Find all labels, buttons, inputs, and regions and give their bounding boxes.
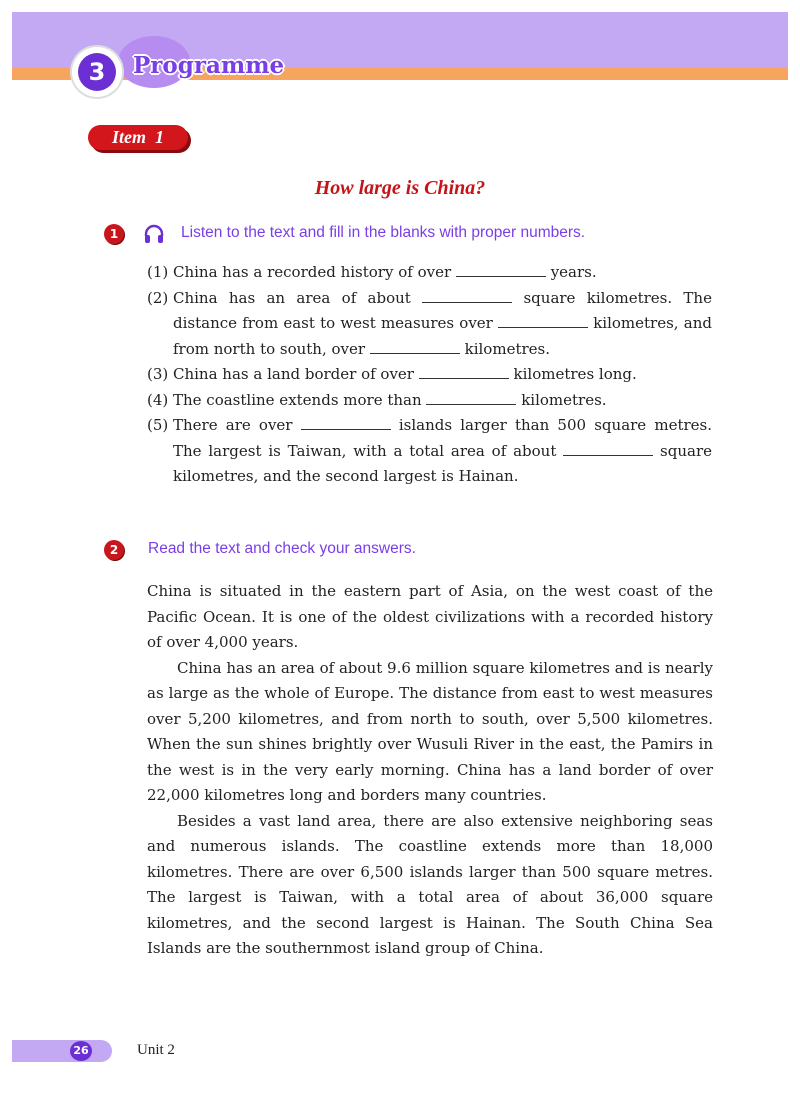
exercise-text: islands larger than 500 square metres. The largest is Taiwan, with a total area of about bbox=[173, 416, 712, 460]
exercise-text: square kilometres. The distance from east to west measures over bbox=[173, 288, 712, 332]
passage-paragraph: China has an area of about 9.6 million square kilometres and is nearly as large as the whole of Europe. The distance from east to west measures over 5,200 kilometres, and from north to south, over 5,500 kilometres. When the sun shines brightly over Wusuli River in the east, the Pamirs in the west is in the very early morning. China has a land border of over 22,000 kilometres long and borders many countries. bbox=[147, 658, 713, 804]
section-number-badge bbox=[72, 47, 122, 97]
task-1-number-badge: 1 bbox=[104, 224, 124, 244]
exercise-text: The coastline extends more than bbox=[173, 390, 422, 409]
footer-bar bbox=[12, 1040, 112, 1062]
exercise-list bbox=[147, 260, 712, 490]
exercise-text: China has an area of about bbox=[173, 288, 411, 307]
exercise-number: (4) bbox=[147, 390, 169, 409]
answer-blank[interactable] bbox=[370, 339, 460, 354]
answer-blank[interactable] bbox=[456, 262, 546, 277]
headphones-icon bbox=[143, 223, 165, 245]
answer-blank[interactable] bbox=[498, 313, 588, 328]
exercise-text: kilometres long. bbox=[513, 365, 637, 383]
exercise-number: (5) bbox=[147, 416, 169, 434]
passage-paragraph: China is situated in the eastern part of Asia, on the west coast of the Pacific Ocean. It is one of the oldest civilizations with a recorded history of over 4,000 years. bbox=[147, 582, 713, 651]
exercise-number: (1) bbox=[147, 263, 169, 281]
exercise-text: There are over bbox=[173, 416, 293, 434]
item-badge bbox=[88, 125, 188, 150]
exercise-text: kilometres, and from north to south, over bbox=[173, 314, 712, 358]
exercise-text: kilometres. bbox=[464, 339, 550, 358]
reading-passage bbox=[147, 579, 713, 962]
exercise-text: square kilometres, and the second largest is Hainan. bbox=[173, 441, 712, 485]
exercise-item bbox=[147, 413, 712, 490]
page-number: 26 bbox=[70, 1041, 92, 1061]
answer-blank[interactable] bbox=[426, 390, 516, 405]
exercise-number: (3) bbox=[147, 365, 169, 383]
exercise-number: (2) bbox=[147, 288, 169, 307]
task-2-instruction: Read the text and check your answers. bbox=[148, 540, 416, 557]
exercise-item bbox=[147, 286, 712, 363]
answer-blank[interactable] bbox=[563, 441, 653, 456]
exercise-text: China has a recorded history of over bbox=[173, 263, 452, 281]
exercise-text: kilometres. bbox=[521, 390, 607, 409]
task-1-instruction: Listen to the text and fill in the blanks with proper numbers. bbox=[181, 224, 586, 241]
answer-blank[interactable] bbox=[422, 288, 512, 303]
task-2-number-badge: 2 bbox=[104, 540, 124, 560]
exercise-item bbox=[147, 362, 712, 388]
exercise-item bbox=[147, 388, 712, 414]
answer-blank[interactable] bbox=[301, 415, 391, 430]
section-number: 3 bbox=[78, 53, 116, 91]
section-title: Programme bbox=[133, 52, 285, 79]
exercise-text: China has a land border of over bbox=[173, 365, 414, 383]
item-number: 1 bbox=[155, 127, 164, 147]
item-label: Item bbox=[112, 127, 146, 147]
unit-label: Unit 2 bbox=[137, 1042, 175, 1058]
exercise-item bbox=[147, 260, 712, 286]
passage-paragraph: Besides a vast land area, there are also extensive neighboring seas and numerous islands. The coastline extends more than 18,000 kilometres. There are over 6,500 islands larger than 500 square metres. The largest is Taiwan, with a total area of about 36,000 square kilometres, and the second largest is Hainan. The South China Sea Islands are the southernmost island group of China. bbox=[147, 811, 713, 957]
exercise-text: years. bbox=[550, 263, 597, 281]
answer-blank[interactable] bbox=[419, 364, 509, 379]
lesson-title: How large is China? bbox=[314, 177, 486, 199]
